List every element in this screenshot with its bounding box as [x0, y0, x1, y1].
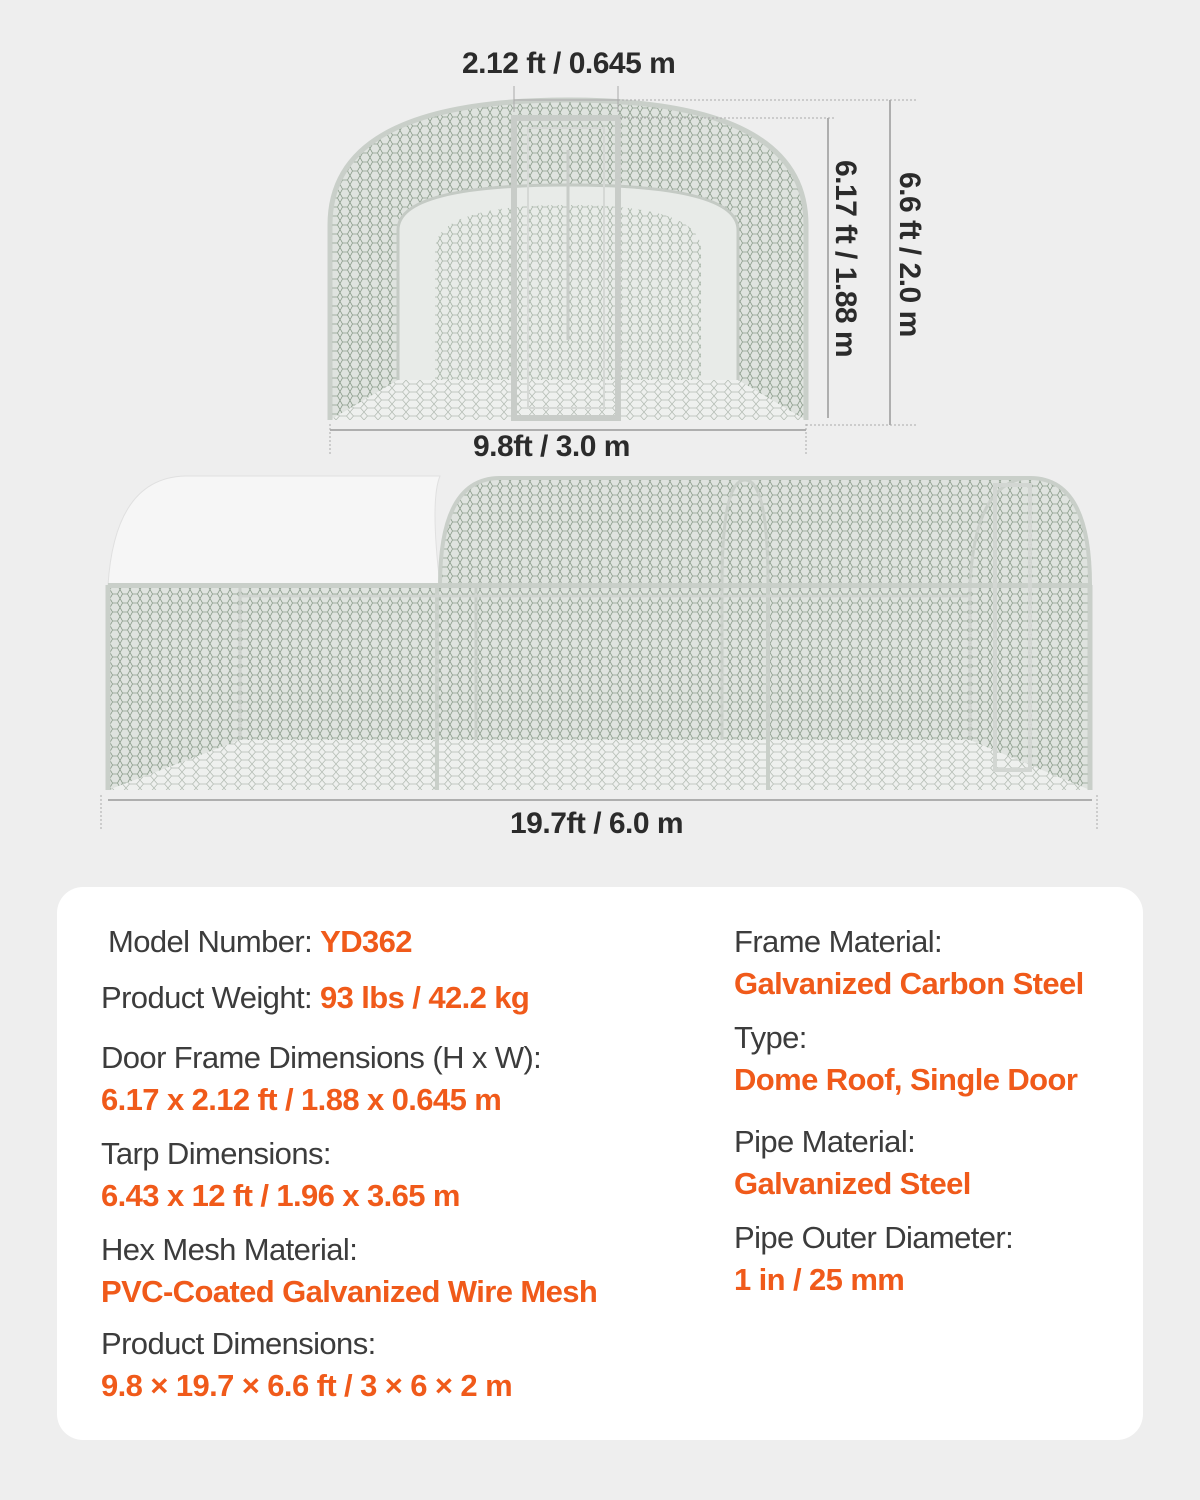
spec-value: 93 lbs / 42.2 kg [320, 980, 530, 1015]
spec-label: Model Number: [108, 924, 313, 959]
spec-label: Product Dimensions: [101, 1326, 376, 1361]
spec-product-weight [101, 977, 529, 1019]
spec-pipe-material [734, 1121, 971, 1205]
spec-label: Pipe Material: [734, 1124, 916, 1159]
spec-value: Galvanized Steel [734, 1166, 971, 1201]
spec-value: Galvanized Carbon Steel [734, 966, 1084, 1001]
spec-label: Tarp Dimensions: [101, 1136, 331, 1171]
side-view [101, 476, 1097, 830]
spec-label: Type: [734, 1020, 807, 1055]
spec-hex-mesh-material [101, 1229, 597, 1313]
spec-value: 6.17 x 2.12 ft / 1.88 x 0.645 m [101, 1082, 502, 1117]
spec-pipe-outer-diameter [734, 1217, 1013, 1301]
dimension-width: 9.8ft / 3.0 m [473, 430, 630, 463]
spec-value: YD362 [320, 924, 412, 959]
spec-label: Door Frame Dimensions (H x W): [101, 1040, 542, 1075]
spec-value: 6.43 x 12 ft / 1.96 x 3.65 m [101, 1178, 460, 1213]
spec-type [734, 1017, 1077, 1101]
spec-label: Hex Mesh Material: [101, 1232, 358, 1267]
spec-frame-material [734, 921, 1084, 1005]
dimension-total-height: 6.6 ft / 2.0 m [893, 172, 926, 337]
spec-tarp-dimensions [101, 1133, 460, 1217]
spec-model-number [108, 921, 412, 963]
spec-label: Pipe Outer Diameter: [734, 1220, 1014, 1255]
spec-value: PVC-Coated Galvanized Wire Mesh [101, 1274, 598, 1309]
dimension-door-width: 2.12 ft / 0.645 m [462, 47, 676, 80]
spec-value: 1 in / 25 mm [734, 1262, 905, 1297]
spec-label: Product Weight: [101, 980, 312, 1015]
spec-door-frame-dimensions [101, 1037, 541, 1121]
spec-label: Frame Material: [734, 924, 943, 959]
specifications-card [57, 887, 1143, 1440]
spec-value: Dome Roof, Single Door [734, 1062, 1078, 1097]
spec-product-dimensions [101, 1323, 512, 1407]
dimension-length: 19.7ft / 6.0 m [510, 807, 684, 840]
dimension-door-height: 6.17 ft / 1.88 m [829, 160, 862, 358]
spec-value: 9.8 × 19.7 × 6.6 ft / 3 × 6 × 2 m [101, 1368, 513, 1403]
